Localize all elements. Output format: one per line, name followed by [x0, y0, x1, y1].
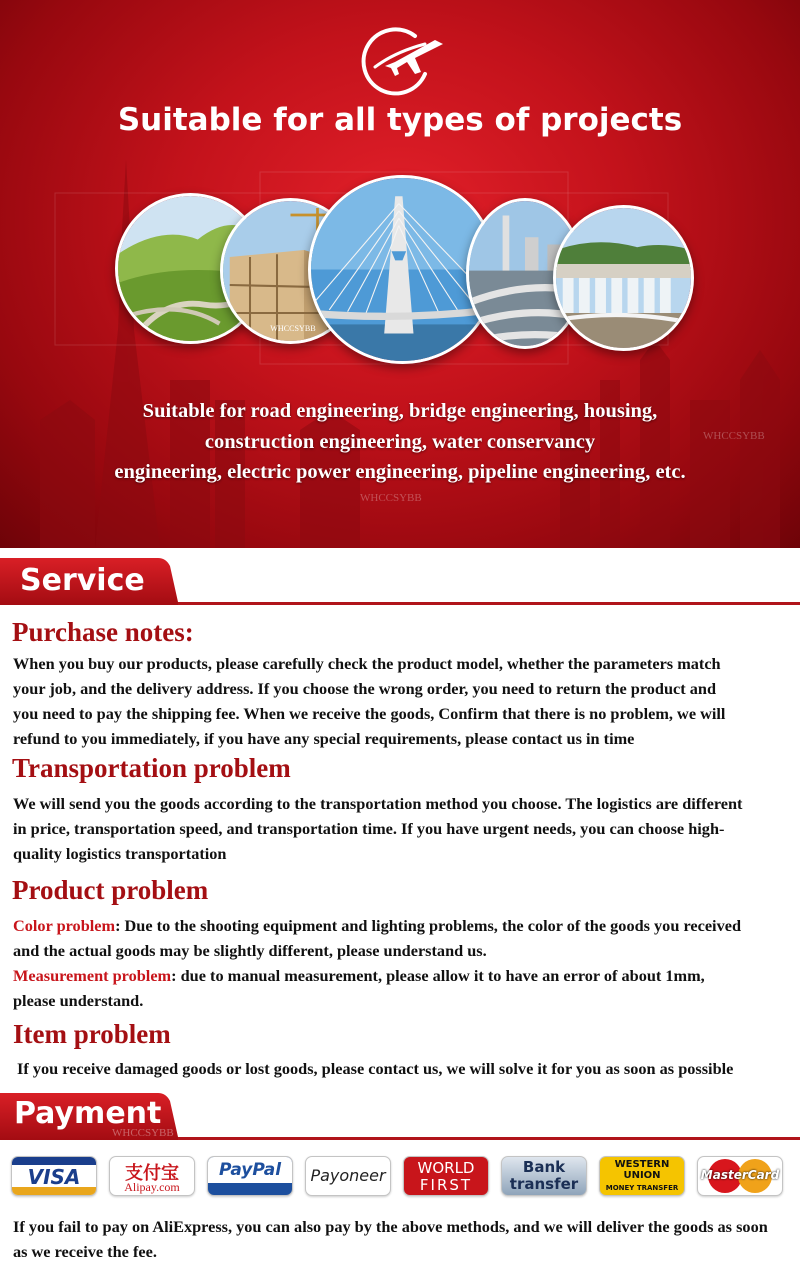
service-label: Service — [20, 563, 145, 598]
item-problem-text: If you receive damaged goods or lost goods, please contact us, we will solve it for you as soon as possible — [17, 1059, 734, 1078]
text-line: you need to pay the shipping fee. When we receive the goods, Confirm that there is no problem, we will — [13, 704, 726, 723]
worldfirst-text-2: FIRST — [419, 1176, 473, 1194]
text-line: in price, transportation speed, and transportation time. If you have urgent needs, you can choose high- — [13, 819, 725, 838]
western-union-text-2: UNION — [623, 1170, 661, 1181]
item-problem-heading: Item problem — [13, 1019, 171, 1049]
payment-note — [13, 1214, 793, 1264]
payment-methods — [11, 1156, 791, 1200]
worldfirst-text-1: WORLD — [417, 1159, 475, 1177]
watermark-text: WHCCSYBB — [360, 492, 422, 504]
text-line — [13, 963, 793, 988]
text-line — [13, 913, 793, 938]
purchase-notes-text — [13, 651, 793, 751]
product-problem-text — [13, 913, 793, 1013]
paypal-text: PayPal — [218, 1160, 282, 1180]
text-line: please understand. — [13, 991, 144, 1010]
bank-transfer-logo — [501, 1156, 587, 1196]
text-line: quality logistics transportation — [13, 844, 227, 863]
bank-text-2: transfer — [509, 1175, 579, 1193]
visa-text: VISA — [27, 1165, 81, 1189]
dam-water-conservancy-image — [553, 205, 694, 351]
bank-text-1: Bank — [522, 1158, 566, 1176]
mastercard-text: MasterCard — [700, 1168, 780, 1182]
paypal-logo — [207, 1156, 293, 1196]
banner-description-line-3: engineering, electric power engineering, pipeline engineering, etc. — [114, 461, 686, 483]
color-problem-label: Color problem — [13, 916, 116, 935]
watermark-text: WHCCSYBB — [703, 430, 765, 442]
banner-title: Suitable for all types of projects — [117, 102, 683, 138]
alipay-logo — [109, 1156, 195, 1196]
banner-description-line-2: construction engineering, water conservancy — [204, 431, 596, 453]
text-line: When you buy our products, please carefully check the product model, whether the parameters match — [13, 654, 721, 673]
western-union-text-3: MONEY TRANSFER — [605, 1184, 679, 1192]
product-problem-heading: Product problem — [12, 875, 209, 905]
text-line: and the actual goods may be slightly different, please understand us. — [13, 941, 487, 960]
purchase-notes-heading: Purchase notes: — [12, 617, 194, 647]
payment-label: Payment — [14, 1096, 162, 1131]
text-line: We will send you the goods according to the transportation method you choose. The logistics are different — [13, 794, 743, 813]
banner-description-line-1: Suitable for road engineering, bridge engineering, housing, — [142, 400, 658, 422]
worldfirst-logo — [403, 1156, 489, 1196]
text-line: refund to you immediately, if you have any special requirements, please contact us in time — [13, 729, 635, 748]
western-union-logo — [599, 1156, 685, 1196]
color-problem-text: : Due to the shooting equipment and lighting problems, the color of the goods you received — [115, 916, 742, 935]
alipay-text: Alipay.com — [124, 1180, 180, 1194]
text-line: your job, and the delivery address. If you choose the wrong order, you need to return the product and — [13, 679, 717, 698]
text-line: as we receive the fee. — [13, 1242, 157, 1261]
western-union-text-1: WESTERN — [614, 1159, 670, 1170]
payoneer-text: Payoneer — [310, 1166, 386, 1185]
payoneer-logo — [305, 1156, 391, 1196]
payment-section-header — [0, 1093, 800, 1143]
svg-text:WHCCSYBB: WHCCSYBB — [270, 324, 316, 334]
plane-globe-icon — [355, 22, 445, 102]
service-section-header — [0, 558, 800, 608]
transportation-problem-text — [13, 791, 793, 866]
transportation-problem-heading: Transportation problem — [12, 753, 291, 783]
watermark-text: WHCCSYBB — [112, 1127, 174, 1139]
alipay-cn-text: 支付宝 — [125, 1163, 179, 1183]
text-line: If you fail to pay on AliExpress, you can also pay by the above methods, and we will deliver the goods as soon — [13, 1217, 768, 1236]
mastercard-logo — [697, 1156, 783, 1196]
visa-logo — [11, 1156, 97, 1196]
measurement-problem-label: Measurement problem — [13, 966, 172, 985]
measurement-problem-text: : due to manual measurement, please allow it to have an error of about 1mm, — [171, 966, 705, 985]
hero-banner — [0, 0, 800, 548]
